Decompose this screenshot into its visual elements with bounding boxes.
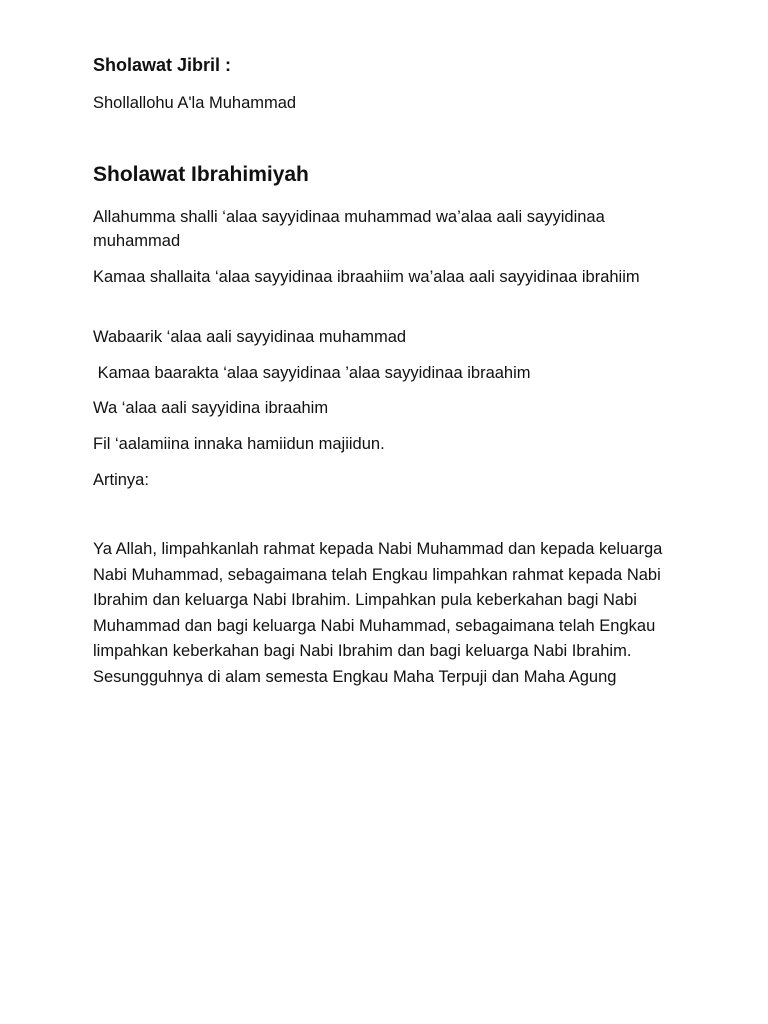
translation-paragraph: Ya Allah, limpahkanlah rahmat kepada Nabi Muhammad dan kepada keluarga Nabi Muhammad, sebagaimana telah Engkau limpahkan rahmat kepada Nabi Ibrahim dan keluarga Nabi Ibrahim. Limpahkan pula keberkahan bagi Nabi Muhammad dan bagi keluarga Nabi Muhammad, sebagaimana telah Engkau limpahkan keberkahan bagi Nabi Ibrahim dan bagi keluarga Nabi Ibrahim. Sesungguhnya di alam semesta Engkau Maha Terpuji dan Maha Agung — [93, 540, 663, 686]
sholawat-jibril-text: Shollallohu A'la Muhammad — [93, 94, 297, 112]
ibrahimiyah-line-2: Kamaa shallaita ‘alaa sayyidinaa ibraahiim wa’alaa aali sayyidinaa ibrahiim — [93, 268, 640, 286]
ibrahimiyah-line-5: Wa ‘alaa aali sayyidina ibraahim — [93, 399, 329, 417]
ibrahimiyah-line-4: Kamaa baarakta ‘alaa sayyidinaa ’alaa sayyidinaa ibraahim — [93, 364, 531, 382]
artinya-label: Artinya: — [93, 471, 149, 489]
sholawat-jibril-heading: Sholawat Jibril : — [93, 55, 232, 75]
sholawat-ibrahimiyah-heading: Sholawat Ibrahimiyah — [93, 163, 309, 186]
ibrahimiyah-line-3: Wabaarik ‘alaa aali sayyidinaa muhammad — [93, 328, 407, 346]
ibrahimiyah-line-6: Fil ‘aalamiina innaka hamiidun majiidun. — [93, 435, 385, 453]
ibrahimiyah-line-1: Allahumma shalli ‘alaa sayyidinaa muhammad wa’alaa aali sayyidinaa muhammad — [93, 208, 605, 250]
